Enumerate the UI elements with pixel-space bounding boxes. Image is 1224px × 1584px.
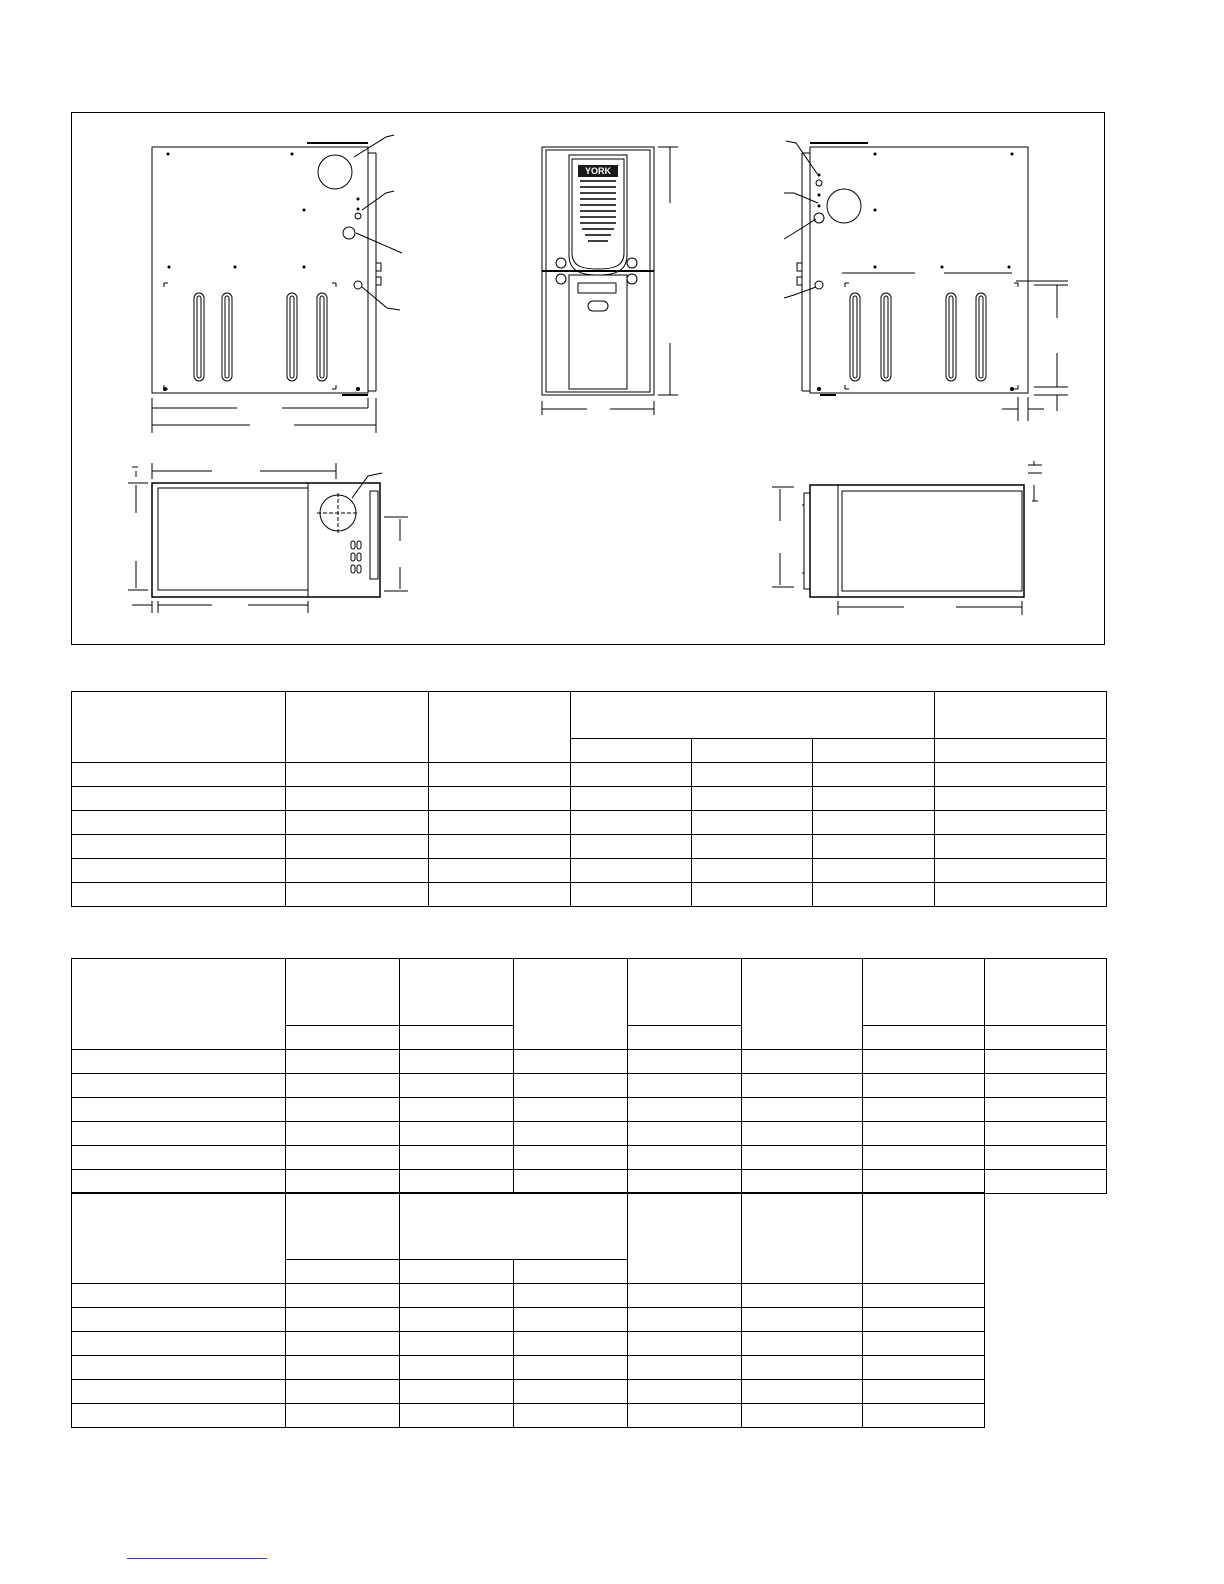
table-row — [72, 763, 1107, 787]
table-header-cell — [286, 692, 429, 763]
table-header-cell — [400, 959, 514, 1026]
furnace-dimension-drawing — [71, 112, 1105, 645]
right-top-view — [772, 461, 1042, 615]
table-header-cell — [742, 959, 863, 1050]
table-row — [72, 1332, 985, 1356]
york-logo-text: YORK — [584, 166, 612, 176]
spec-table-lower — [71, 1192, 985, 1428]
table-row — [72, 787, 1107, 811]
table-header-cell — [692, 739, 813, 763]
table-header-cell — [813, 739, 935, 763]
table-header-cell — [429, 692, 571, 763]
dimensions-table — [71, 691, 1107, 907]
table-header-cell — [72, 1193, 286, 1284]
front-view — [542, 147, 678, 415]
table-row — [72, 1404, 985, 1428]
table-row — [72, 1122, 1107, 1146]
table-row — [72, 1356, 985, 1380]
table-header-cell — [514, 959, 628, 1050]
table-row — [72, 859, 1107, 883]
table-header-cell — [400, 1193, 628, 1260]
table-row — [72, 883, 1107, 907]
left-top-view — [128, 463, 408, 613]
table-header-cell — [628, 1193, 742, 1284]
table-row — [72, 1098, 1107, 1122]
table-row — [72, 1380, 985, 1404]
table-header-cell — [985, 959, 1107, 1026]
table-row — [72, 1146, 1107, 1170]
table-header-cell — [628, 959, 742, 1026]
table-header-cell — [72, 959, 286, 1050]
table-header-cell — [571, 739, 692, 763]
spec-table-upper — [71, 958, 1107, 1194]
table-header-cell — [571, 692, 935, 739]
table-row — [72, 1308, 985, 1332]
table-header-cell — [72, 692, 286, 763]
table-header-cell — [742, 1193, 863, 1284]
table-header-cell — [863, 1193, 985, 1284]
table-row — [72, 1074, 1107, 1098]
footer-link-underline[interactable] — [127, 1558, 267, 1559]
table-header-cell — [935, 692, 1107, 739]
table-row — [72, 1284, 985, 1308]
table-row — [72, 1050, 1107, 1074]
dimension-diagram-svg — [72, 113, 1106, 646]
left-side-view — [152, 135, 402, 433]
table-header-cell — [863, 959, 985, 1026]
table-header-cell — [935, 739, 1107, 763]
table-header-cell — [286, 1193, 400, 1260]
table-row — [72, 1170, 1107, 1194]
right-side-view — [784, 141, 1068, 421]
table-row — [72, 811, 1107, 835]
table-row — [72, 835, 1107, 859]
table-header-cell — [286, 959, 400, 1026]
